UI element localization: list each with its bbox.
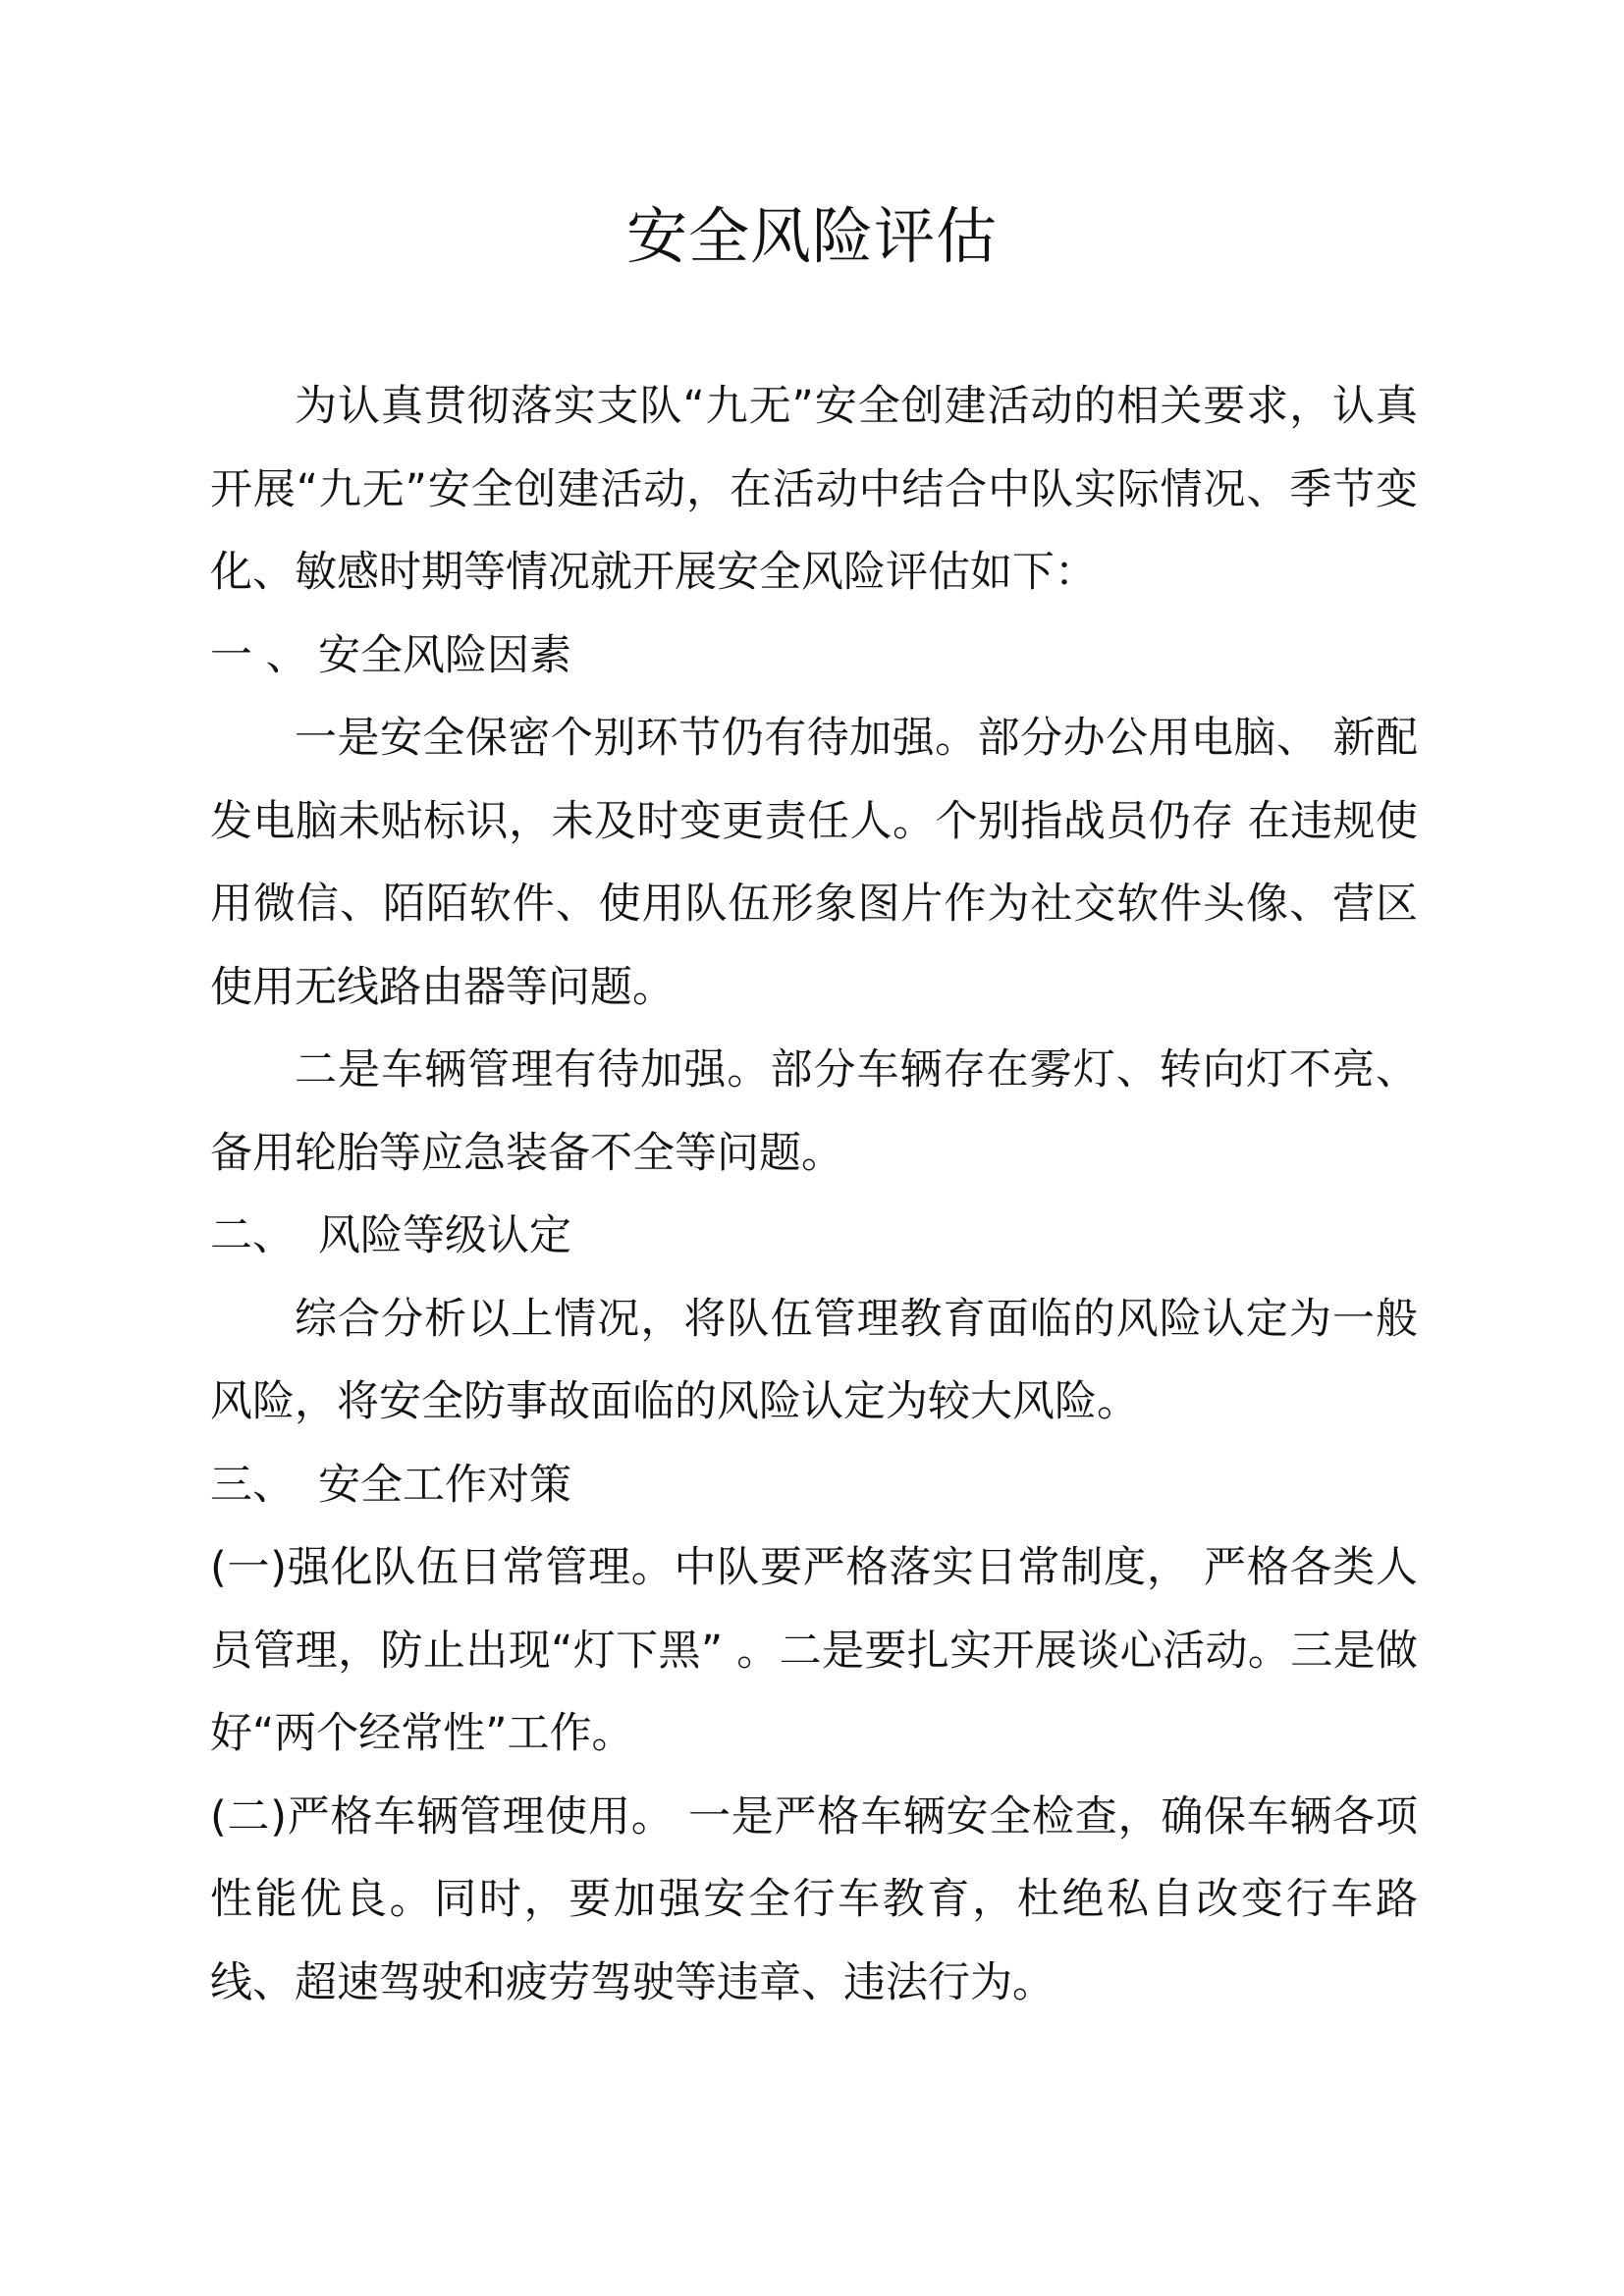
section-2-heading [210,1195,1418,1278]
section-1-number: 一 、 [210,630,308,680]
section-1-title: 安全风险因素 [318,630,571,680]
intro-paragraph: 为认真贯彻落实支队“九无”安全创建活动的相关要求，认真开展“九无”安全创建活动，在活动中结合中队实际情况、季节变化、敏感时期等情况就开展安全风险评估如下： [210,382,1418,597]
document-body [210,365,1418,2024]
section-3-title: 安全工作对策 [318,1460,571,1510]
section-1-paragraph-1: 一是安全保密个别环节仍有待加强。部分办公用电脑、 新配发电脑未贴标识，未及时变更责任人。个别指战员仍存 在违规使用微信、陌陌软件、使用队伍形象图片作为社交软件头像、营区使用无线路由器等问题。 [210,714,1418,1012]
section-3-item-2: (二)严格车辆管理使用。 一是严格车辆安全检查，确保车辆各项性能优良。同时，要加强安全行车教育，杜绝私自改变行车路线、超速驾驶和疲劳驾驶等违章、违法行为。 [210,1791,1418,2007]
section-2-paragraph-1: 综合分析以上情况，将队伍管理教育面临的风险认定为一般风险，将安全防事故面临的风险认定为较大风险。 [210,1294,1418,1426]
section-2-title: 风险等级认定 [318,1211,571,1260]
section-3-heading [210,1444,1418,1527]
section-1-paragraph-2: 二是车辆管理有待加强。部分车辆存在雾灯、转向灯不亮、备用轮胎等应急装备不全等问题。 [210,1045,1418,1178]
section-3-number: 三、 [210,1460,295,1510]
section-2-number: 二、 [210,1211,295,1260]
page-title: 安全风险评估 [625,200,998,272]
section-1-heading [210,614,1418,698]
section-3-item-1: (一)强化队伍日常管理。中队要严格落实日常制度， 严格各类人员管理，防止出现“灯下黑” 。二是要扎实开展谈心活动。三是做好“两个经常性”工作。 [210,1543,1418,1758]
